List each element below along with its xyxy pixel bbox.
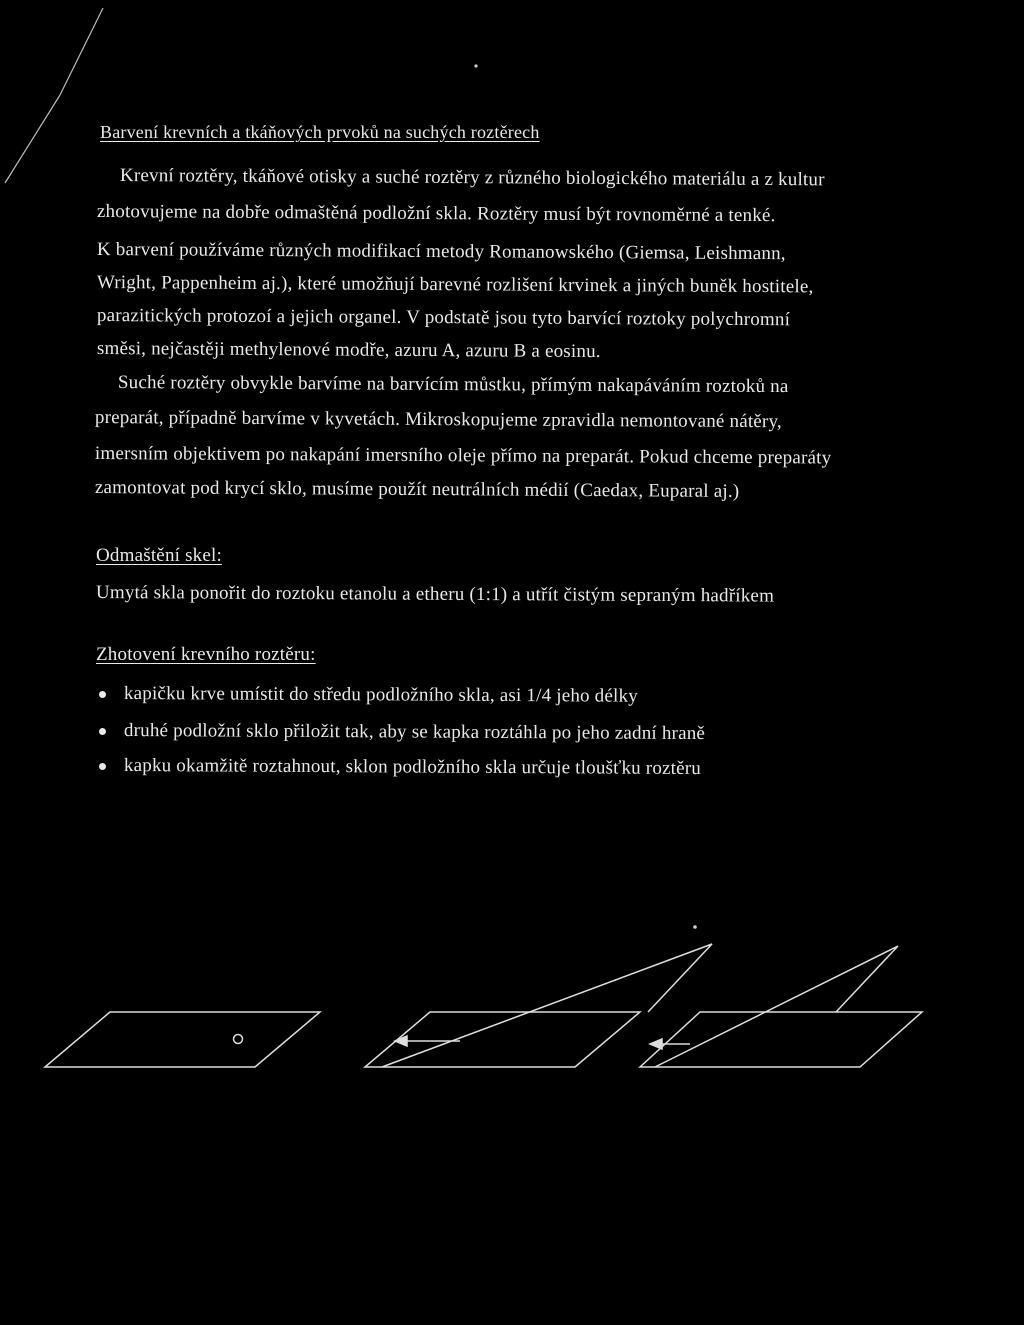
blood-drop-icon: [234, 1035, 243, 1044]
page-title: Barvení krevních a tkáňových prvoků na suchých roztěrech: [100, 122, 540, 142]
intro-line: zhotovujeme na dobře odmaštěná podložní skla. Roztěry musí být rovnoměrné a tenké.: [96, 201, 776, 227]
staining-line: zamontovat pod krycí sklo, musíme použít neutrálních médií (Caedax, Euparal aj.): [94, 477, 740, 502]
degreasing-text: Umytá skla ponořit do roztoku etanolu a etheru (1:1) a utřít čistým sepraným hadříkem: [95, 582, 775, 607]
slide-with-drop: [45, 1012, 320, 1067]
slide-spreading-smear: [640, 946, 922, 1067]
smear-heading: Zhotovení krevního roztěru:: [96, 644, 316, 665]
smear-step: kapku okamžitě roztahnout, sklon podložního skla určuje tloušťku roztěru: [123, 755, 702, 780]
staining-line: imersním objektivem po nakapání imersního oleje přímo na preparát. Pokud chceme preparáty: [94, 443, 832, 469]
staining-line: Suché roztěry obvykle barvíme na barvícím můstku, přímým nakapáváním roztoků na: [117, 372, 789, 398]
staining-line: preparát, případně barvíme v kyvetách. Mikroskopujeme zpravidla nemontované nátěry,: [94, 407, 782, 433]
smear-step: kapičku krve umístit do středu podložního skla, asi 1/4 jeho délky: [123, 683, 638, 707]
intro-line: Wright, Pappenheim aj.), které umožňují barevné rozlišení krvinek a jiných buněk hostitele,: [96, 272, 814, 298]
intro-line: Krevní roztěry, tkáňové otisky a suché roztěry z různého biologického materiálu a z kultur: [119, 165, 825, 191]
intro-line: parazitických protozoí a jejich organel. V podstatě jsou tyto barvící roztoky polychromní: [96, 305, 791, 331]
intro-line: směsi, nejčastěji methylenové modře, azuru A, azuru B a eosinu.: [96, 338, 601, 363]
degreasing-heading: Odmaštění skel:: [96, 545, 222, 566]
smear-step: druhé podložní sklo přiložit tak, aby se kapka roztáhla po jeho zadní hraně: [123, 720, 706, 745]
intro-line: K barvení používáme různých modifikací metody Romanowského (Giemsa, Leishmann,: [96, 239, 786, 265]
